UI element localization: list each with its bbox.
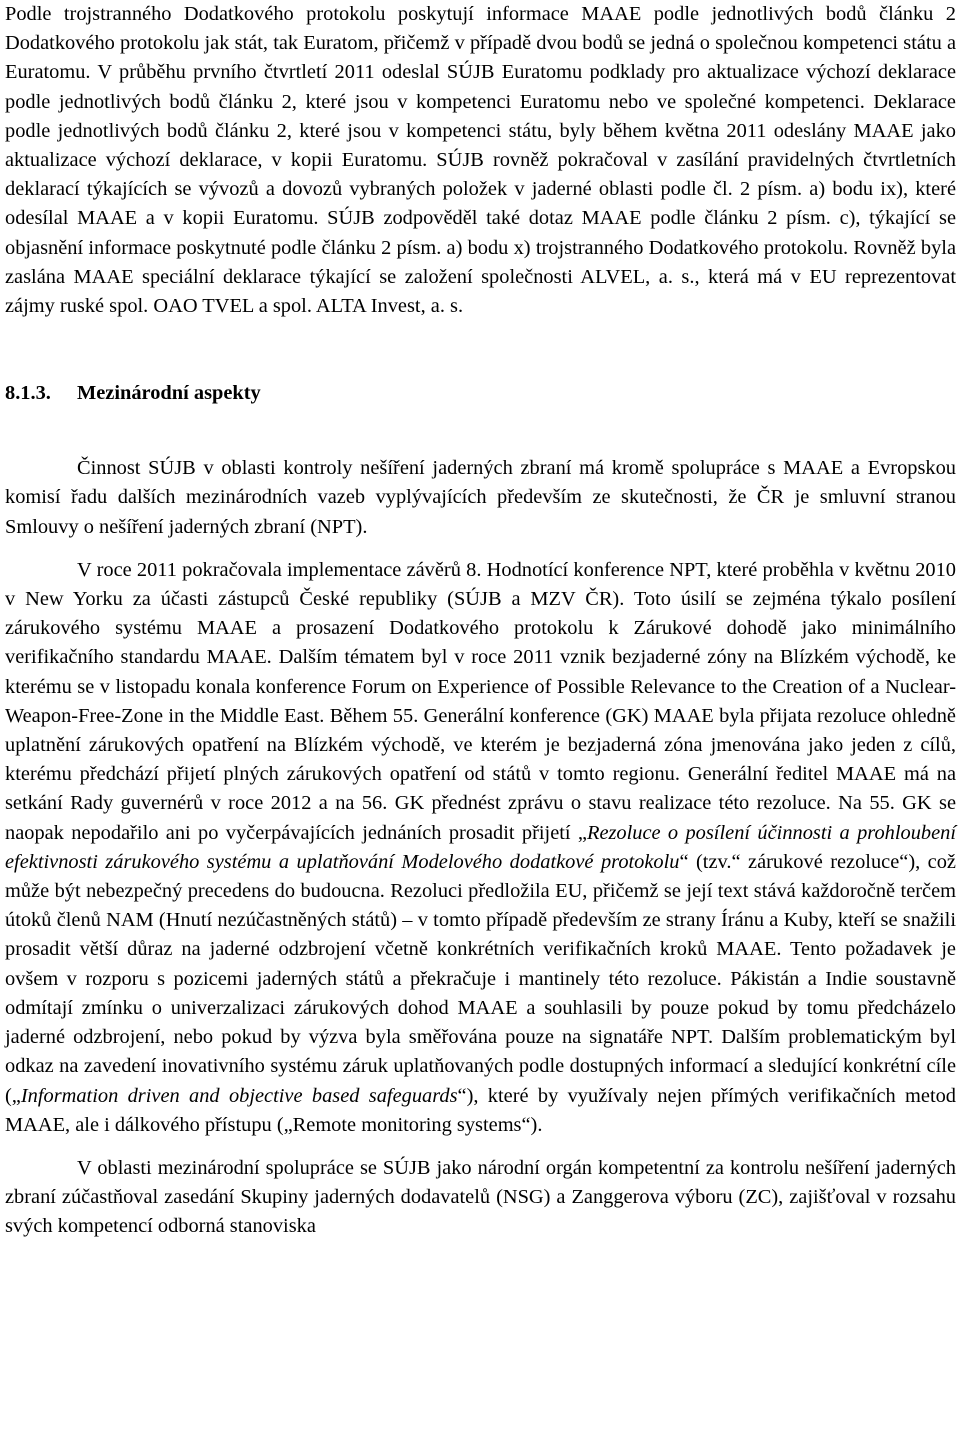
- section-heading: [5, 379, 956, 408]
- paragraph-text-part-1: V roce 2011 pokračovala implementace závěrů 8. Hodnotící konference NPT, které proběhla v květnu 2010 v New Yorku za účasti zástupců České republiky (SÚJB a MZV ČR). Toto úsilí se zejména týkalo posílení zárukového systému MAAE a prosazení Dodatkového protokolu k Zárukové dohodě jako minimálního verifikačního standardu MAAE. Dalším tématem byl v roce 2011 vznik bezjaderné zóny na Blízkém východě, ke kterému se v listopadu konala konference Forum on Experience of Possible Relevance to the Creation of a Nuclear-Weapon-Free-Zone in the Middle East. Během 55. Generální konference (GK) MAAE byla přijata rezoluce ohledně uplatnění zárukových opatření na Blízkém východě, ve kterém je bezjaderná zóna jmenována jako jeden z cílů, kterému předchází přijetí plných zárukových opatření od států v tomto regionu. Generální ředitel MAAE má na setkání Rady guvernérů v roce 2012 a na 56. GK přednést zprávu o stavu realizace této rezoluce. Na 55. GK se naopak nepodařilo ani po vyčerpávajících jednáních prosadit přijetí „: [5, 558, 956, 844]
- paragraph-npt-implementation: [5, 556, 956, 1140]
- italic-resolution-title: Rezoluce o posílení účinnosti a prohloubení efektivnosti zárukového systému a uplatňování Modelového dodatkové protokolu: [5, 821, 956, 873]
- paragraph-safeguards-declarations: Podle trojstranného Dodatkového protokolu poskytují informace MAAE podle jednotlivých bodů článku 2 Dodatkového protokolu jak stát, tak Euratom, přičemž v případě dvou bodů se jedná o společnou kompetenci státu a Euratomu. V průběhu prvního čtvrtletí 2011 odeslal SÚJB Euratomu podklady pro aktualizace výchozí deklarace podle jednotlivých bodů článku 2, které jsou v kompetenci Euratomu nebo ve společné kompetenci. Deklarace podle jednotlivých bodů článku 2, které jsou v kompetenci státu, byly během května 2011 odeslány MAAE jako aktualizace výchozí deklarace, v kopii Euratomu. SÚJB rovněž pokračoval v zasílání pravidelných čtvrtletních deklarací týkajících se vývozů a dovozů vybraných položek v jaderné oblasti podle čl. 2 písm. a) bodu ix), které odesílal MAAE a v kopii Euratomu. SÚJB zodpověděl také dotaz MAAE podle článku 2 písm. c), týkající se objasnění informace poskytnuté podle článku 2 písm. a) bodu x) trojstranného Dodatkového protokolu. Rovněž byla zaslána MAAE speciální deklarace týkající se založení společnosti ALVEL, a. s., která má v EU reprezentovat zájmy ruské spol. OAO TVEL a spol. ALTA Invest, a. s.: [5, 3, 956, 318]
- paragraph-international-cooperation: V oblasti mezinárodní spolupráce se SÚJB jako národní orgán kompetentní za kontrolu nešíření jaderných zbraní zúčastňoval zasedání Skupiny jaderných dodavatelů (NSG) a Zanggerova výboru (ZC), zajišťoval v rozsahu svých kompetencí odborná stanoviska: [5, 1156, 956, 1238]
- italic-safeguards-term: Information driven and objective based safeguards: [20, 1084, 458, 1107]
- section-number: 8.1.3.: [5, 382, 51, 405]
- paragraph-text-part-2: “ (tzv.“ zárukové rezoluce“), což může být nebezpečný precedens do budoucna. Rezoluci předložila EU, přičemž se její text stává každoročně terčem útoků členů NAM (Hnutí nezúčastněných států) – v tomto případě především ze strany Íránu a Kuby, kteří se snažili prosadit větší důraz na jaderné odzbrojení včetně konkrétních verifikačních kroků MAAE. Tento požadavek je ovšem v rozporu s pozicemi jaderných států a překračuje i mantinely této rezoluce. Pákistán a Indie soustavně odmítají zmínku o univerzalizaci zárukových dohod MAAE a souhlasili by pouze pokud by tomu předcházelo jaderné odzbrojení, nebo pokud by výzva byla směřována pouze na signatáře NPT. Dalším problematickým byl odkaz na zavedení inovativního systému záruk uplatňovaných podle dostupných informací a sledující konkrétní cíle („: [5, 850, 956, 1107]
- paragraph-international-links: Činnost SÚJB v oblasti kontroly nešíření jaderných zbraní má kromě spolupráce s MAAE a Evropskou komisí řadu dalších mezinárodních vazeb vyplývajících především ze skutečnosti, že ČR je smluvní stranou Smlouvy o nešíření jaderných zbraní (NPT).: [5, 457, 956, 538]
- section-title: Mezinárodní aspekty: [77, 382, 261, 405]
- paragraph-text-part-3: “), které by využívaly nejen přímých verifikačních metod MAAE, ale i dálkového přístupu („Remote monitoring systems“).: [5, 1084, 956, 1136]
